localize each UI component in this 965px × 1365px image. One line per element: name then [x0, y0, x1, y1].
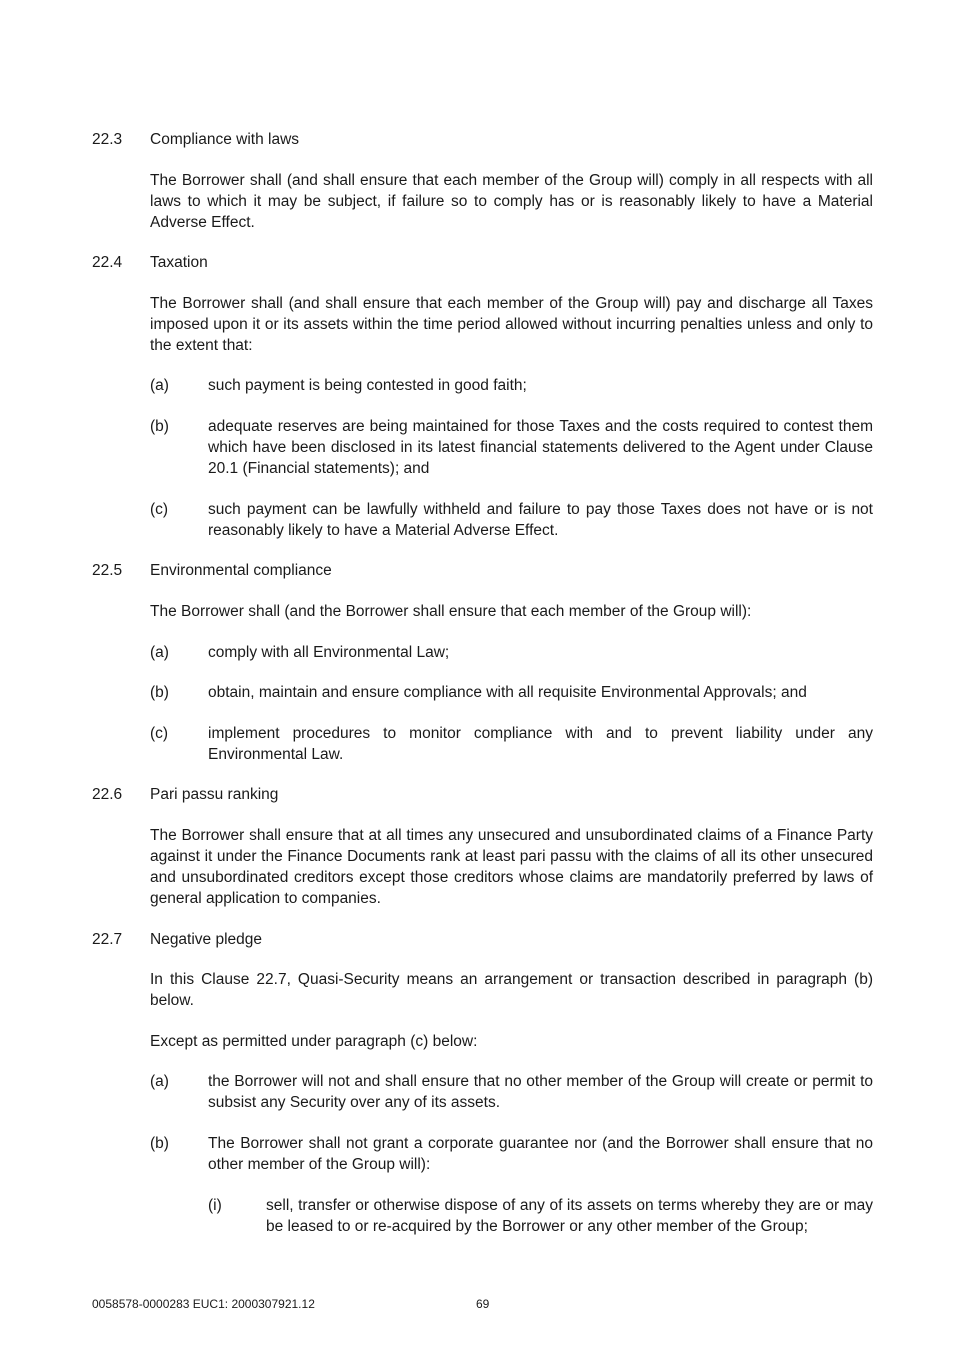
section-title: Environmental compliance [150, 562, 332, 579]
section-heading-taxation [92, 252, 872, 274]
section-body: The Borrower shall ensure that at all times any unsecured and unsubordinated claims of a Finance Party against it under the Finance Documents rank at least pari passu with the claims of all its other unsecured and unsubordinated creditors except those creditors whose claims are mandatorily preferred by laws of general application to companies. [150, 827, 873, 907]
item-text: comply with all Environmental Law; [208, 644, 450, 661]
item-text: adequate reserves are being maintained for those Taxes and the costs required to contest them which have been disclosed in its latest financial statements delivered to the Agent under Clause 20.1 (Financial statements); and [208, 418, 873, 477]
section-heading-environmental-compliance [92, 560, 872, 582]
item-label: (b) [150, 1135, 169, 1152]
footer-page-number: 69 [476, 1297, 490, 1311]
section-body: The Borrower shall (and the Borrower shall ensure that each member of the Group will): [150, 603, 752, 620]
item-label: (b) [150, 684, 169, 701]
item-label: (a) [150, 644, 169, 661]
section-number: 22.6 [92, 786, 123, 803]
section-heading-compliance-with-laws [92, 129, 872, 151]
section-number: 22.7 [92, 931, 123, 948]
section-number: 22.3 [92, 131, 123, 148]
section-title: Taxation [150, 254, 208, 271]
section-title: Compliance with laws [150, 131, 300, 148]
section-title: Negative pledge [150, 931, 263, 948]
item-label: (a) [150, 1073, 169, 1090]
subitem-label: (i) [208, 1197, 222, 1214]
item-text: such payment can be lawfully withheld and failure to pay those Taxes does not have or is not reasonably likely to have a Material Adverse Effect. [208, 501, 873, 539]
item-text: such payment is being contested in good faith; [208, 377, 527, 394]
item-label: (c) [150, 725, 169, 742]
footer-reference: 0058578-0000283 EUC1: 2000307921.12 [92, 1297, 315, 1311]
section-body: The Borrower shall (and shall ensure that each member of the Group will) pay and discharge all Taxes imposed upon it or its assets within the time period allowed without incurring penalties unless and only to the extent that: [150, 295, 873, 354]
item-text: implement procedures to monitor compliance with and to prevent liability under any Environmental Law. [208, 725, 873, 763]
section-number: 22.4 [92, 254, 123, 271]
section-body: The Borrower shall (and shall ensure that each member of the Group will) comply in all respects with all laws to which it may be subject, if failure so to comply has or is reasonably likely to have a Material Adverse Effect. [150, 172, 873, 231]
item-label: (b) [150, 418, 169, 435]
section-heading-pari-passu-ranking [92, 784, 872, 806]
item-text: obtain, maintain and ensure compliance with all requisite Environmental Approvals; and [208, 684, 807, 701]
item-label: (c) [150, 501, 169, 518]
subitem-text: sell, transfer or otherwise dispose of any of its assets on terms whereby they are or may be leased to or re-acquired by the Borrower or any other member of the Group; [266, 1197, 873, 1235]
item-text: the Borrower will not and shall ensure that no other member of the Group will create or permit to subsist any Security over any of its assets. [208, 1073, 873, 1111]
section-body: In this Clause 22.7, Quasi-Security means an arrangement or transaction described in paragraph (b) below. [150, 971, 873, 1009]
section-body-continued: Except as permitted under paragraph (c) below: [150, 1033, 478, 1050]
section-title: Pari passu ranking [150, 786, 279, 803]
item-label: (a) [150, 377, 169, 394]
section-number: 22.5 [92, 562, 123, 579]
item-text: The Borrower shall not grant a corporate guarantee nor (and the Borrower shall ensure that no other member of the Group will): [208, 1135, 873, 1173]
section-heading-negative-pledge [92, 929, 872, 951]
